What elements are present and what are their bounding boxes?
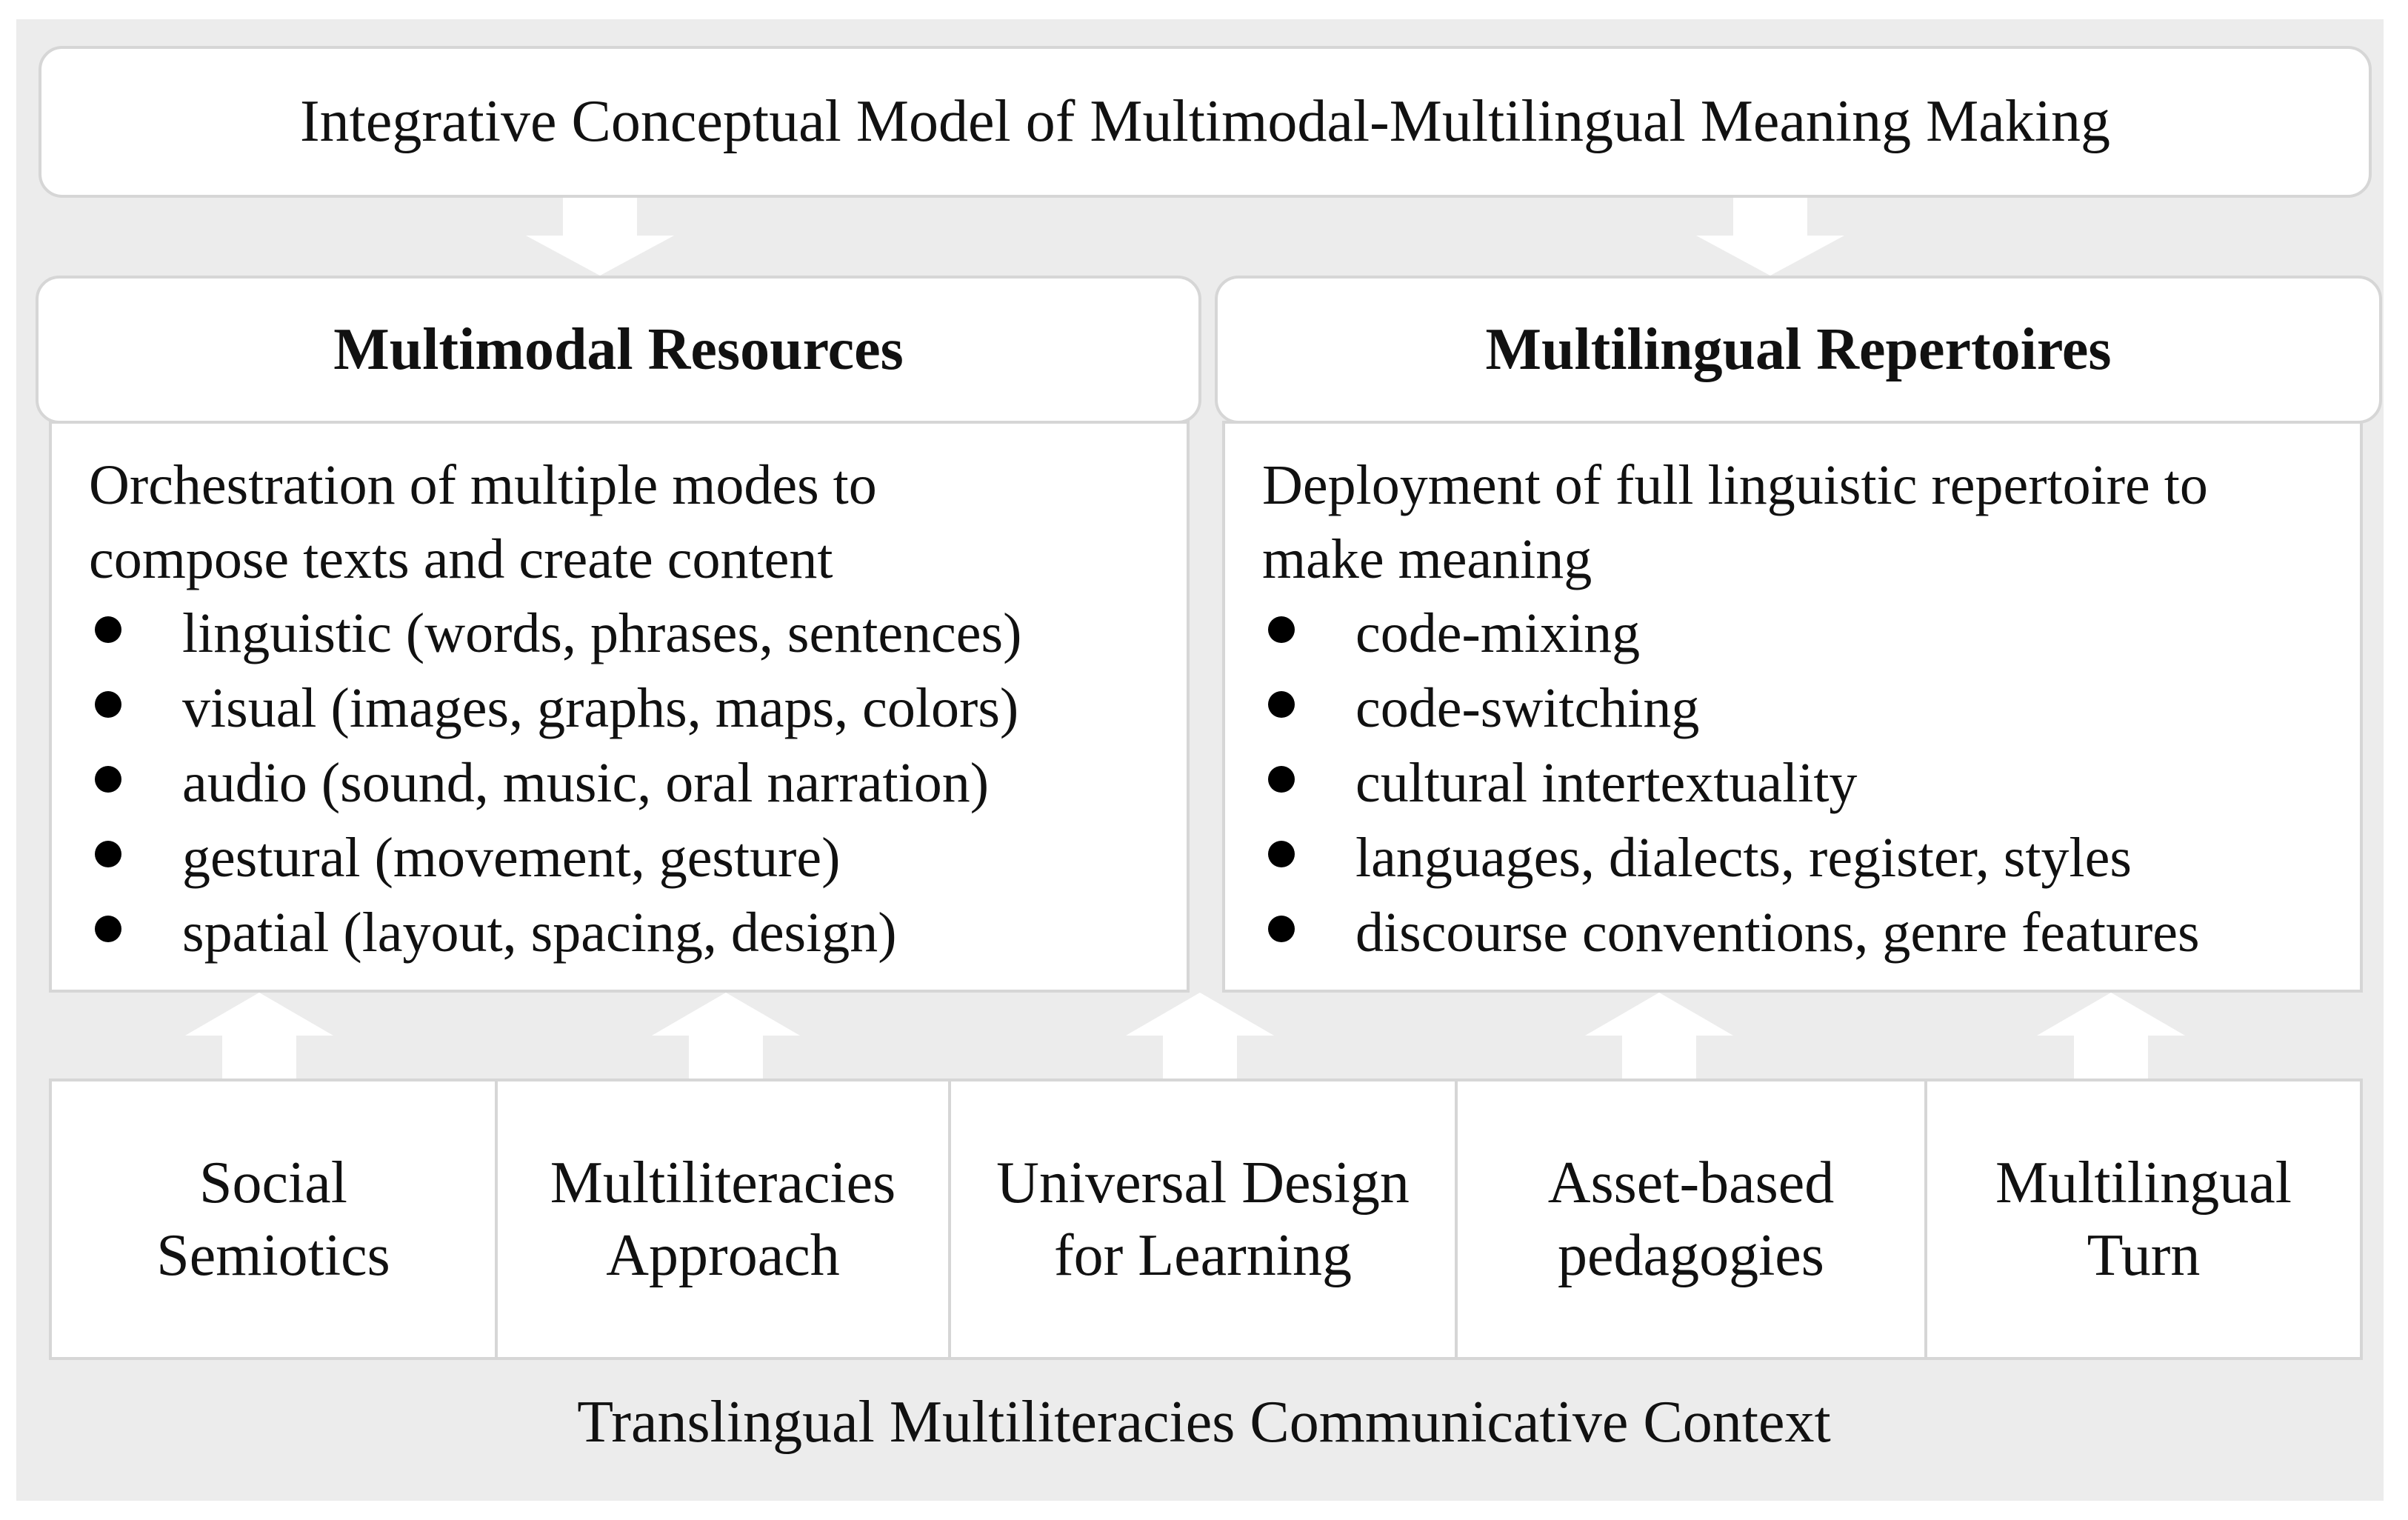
foundation-label-line: Approach	[606, 1223, 840, 1288]
model-title	[39, 46, 2372, 198]
model-title-text: Integrative Conceptual Model of Multimodal-Multilingual Meaning Making	[300, 89, 2110, 154]
list-item	[1262, 747, 2330, 821]
list-item	[1262, 597, 2330, 672]
list-item-text: gestural (movement, gesture)	[182, 827, 841, 889]
list-item	[89, 597, 1157, 672]
list-item-text: code-switching	[1355, 677, 1700, 739]
list-item-text: discourse conventions, genre features	[1355, 901, 2200, 964]
list-item	[1262, 672, 2330, 747]
bullet-icon	[95, 691, 121, 718]
foundation-multilingual-turn	[1927, 1081, 2360, 1357]
list-item	[1262, 896, 2330, 971]
multimodal-heading-text: Multimodal Resources	[333, 316, 904, 382]
foundation-multiliteracies-approach	[498, 1081, 951, 1357]
list-item	[89, 821, 1157, 896]
foundation-social-semiotics	[52, 1081, 498, 1357]
multimodal-list	[89, 597, 1157, 971]
multilingual-description-line: Deployment of full linguistic repertoire to	[1262, 454, 2208, 516]
bullet-icon	[1268, 691, 1295, 718]
bullet-icon	[95, 616, 121, 643]
list-item-text: visual (images, graphs, maps, colors)	[182, 677, 1019, 739]
foundation-universal-design	[951, 1081, 1458, 1357]
foundation-label-line: Multiliteracies	[550, 1150, 896, 1216]
list-item-text: audio (sound, music, oral narration)	[182, 752, 990, 814]
multimodal-description-line: compose texts and create content	[89, 528, 833, 590]
list-item-text: spatial (layout, spacing, design)	[182, 901, 897, 964]
foundations-row	[49, 1079, 2363, 1360]
multimodal-panel	[49, 421, 1190, 993]
foundation-label-line: Social	[199, 1150, 347, 1216]
bullet-icon	[95, 916, 121, 942]
multimodal-heading	[36, 276, 1201, 424]
multilingual-panel	[1222, 421, 2363, 993]
list-item-text: languages, dialects, register, styles	[1355, 827, 2132, 889]
foundation-label-line: Turn	[2087, 1223, 2201, 1288]
context-caption: Translingual Multiliteracies Communicative Context	[577, 1390, 1831, 1455]
list-item	[1262, 821, 2330, 896]
foundation-asset-based-pedagogies	[1458, 1081, 1927, 1357]
foundation-label-line: Multilingual	[1995, 1150, 2292, 1216]
list-item	[89, 747, 1157, 821]
bullet-icon	[1268, 916, 1295, 942]
list-item-text: linguistic (words, phrases, sentences)	[182, 602, 1022, 664]
foundation-label-line: for Learning	[1053, 1223, 1353, 1288]
foundation-label-line: Semiotics	[156, 1223, 390, 1288]
multilingual-heading-text: Multilingual Repertoires	[1485, 316, 2112, 382]
multimodal-description-line: Orchestration of multiple modes to	[89, 454, 877, 516]
list-item-text: cultural intertextuality	[1355, 752, 1858, 814]
bullet-icon	[95, 766, 121, 793]
list-item	[89, 672, 1157, 747]
multilingual-heading	[1215, 276, 2382, 424]
bullet-icon	[1268, 766, 1295, 793]
foundation-label-line: Asset-based	[1547, 1150, 1835, 1216]
foundation-label-line: pedagogies	[1558, 1223, 1824, 1288]
bullet-icon	[95, 841, 121, 867]
bullet-icon	[1268, 616, 1295, 643]
bullet-icon	[1268, 841, 1295, 867]
multilingual-list	[1262, 597, 2330, 971]
list-item-text: code-mixing	[1355, 602, 1641, 664]
foundation-label-line: Universal Design	[996, 1150, 1410, 1216]
multilingual-description-line: make meaning	[1262, 528, 1592, 590]
list-item	[89, 896, 1157, 971]
